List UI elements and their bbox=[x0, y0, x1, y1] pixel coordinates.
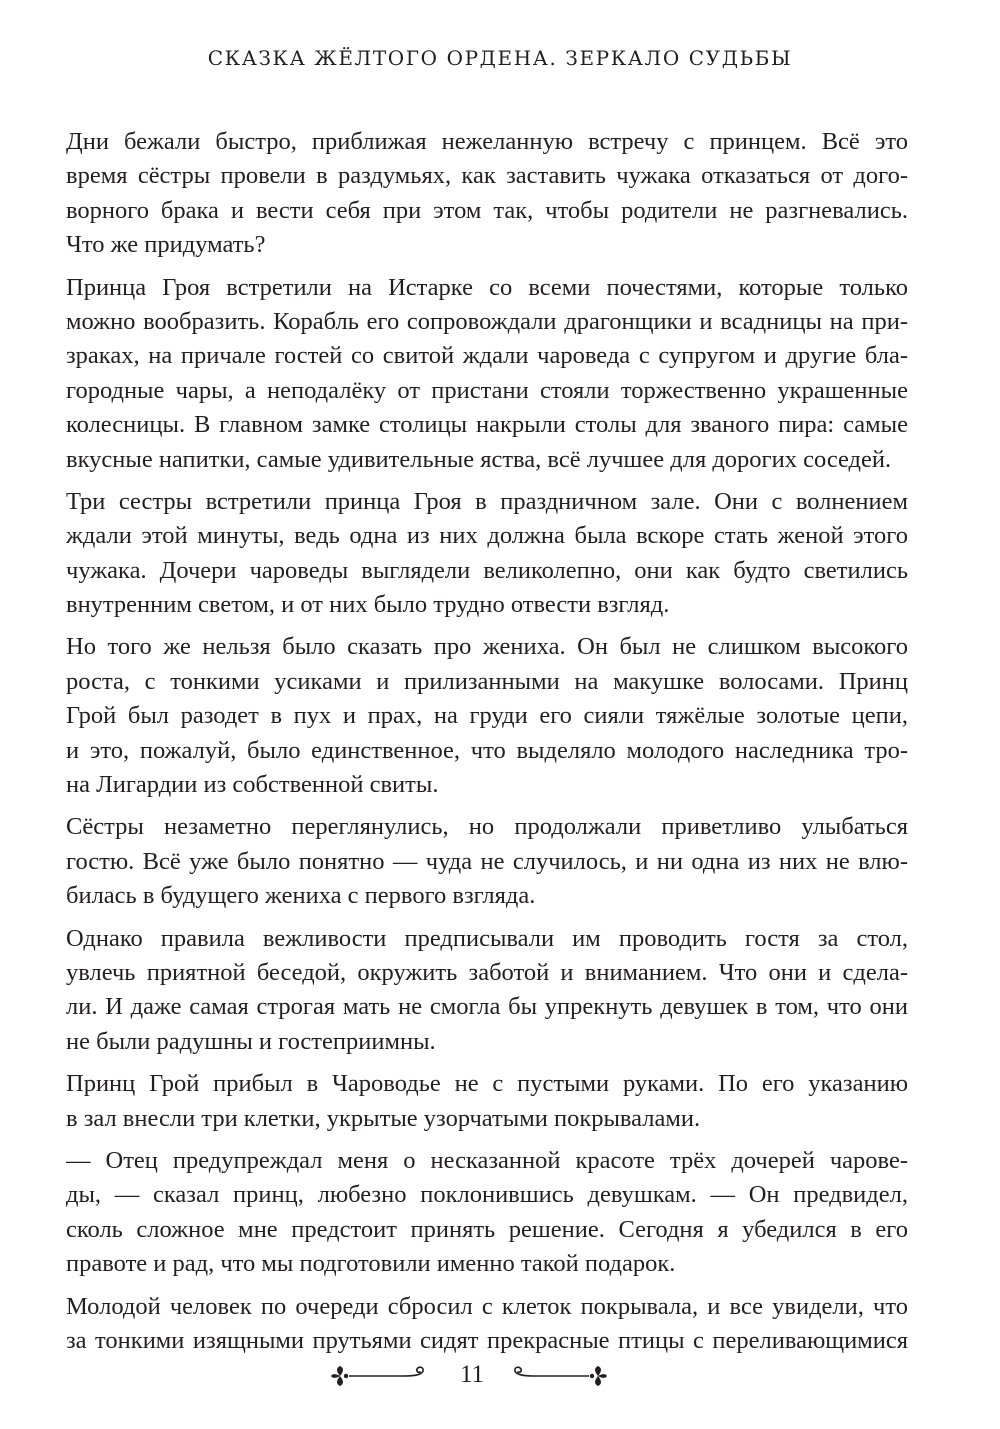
flourish-ornament-icon bbox=[330, 1362, 430, 1390]
text-line: в зал внесли три клетки, укрытые узорчатыми покрывалами. bbox=[66, 1104, 701, 1132]
text-line: ды, — сказал принц, любезно поклонившись девушкам. — Он предвидел, bbox=[66, 1181, 908, 1209]
text-line: Сёстры незаметно переглянулись, но продолжали приветливо улыбаться bbox=[66, 813, 908, 841]
paragraph bbox=[66, 1144, 908, 1282]
paragraph bbox=[66, 922, 908, 1060]
text-line: Однако правила вежливости предписывали им проводить гостя за стол, bbox=[66, 924, 908, 952]
text-line: Принца Гроя встретили на Истарке со всеми почестями, которые только bbox=[66, 273, 908, 301]
paragraph bbox=[66, 810, 908, 913]
page-footer bbox=[0, 1358, 1000, 1398]
text-line: за тонкими изящными прутьями сидят прекрасные птицы с переливающимися bbox=[66, 1326, 908, 1354]
text-line: не были радушны и гостеприимны. bbox=[66, 1027, 436, 1055]
text-line: ли. И даже самая строгая мать не смогла бы упрекнуть девушек в том, что они bbox=[66, 993, 908, 1021]
text-line: — Отец предупреждал меня о несказанной красоте трёх дочерей чарове- bbox=[66, 1146, 908, 1174]
text-line: ждали этой минуты, ведь одна из них должна была вскоре стать женой этого bbox=[66, 522, 908, 550]
running-header-title: СКАЗКА ЖЁЛТОГО ОРДЕНА. ЗЕРКАЛО СУДЬБЫ bbox=[207, 46, 793, 70]
paragraph bbox=[66, 271, 908, 477]
text-line: Грой был разодет в пух и прах, на груди его сияли тяжёлые золотые цепи, bbox=[66, 702, 908, 730]
text-line: на Лигардии из собственной свиты. bbox=[66, 771, 439, 799]
text-line: гостю. Всё уже было понятно — чуда не случилось, и ни одна из них не влю- bbox=[66, 847, 908, 875]
flourish-ornament-icon bbox=[508, 1362, 608, 1390]
text-body bbox=[66, 125, 908, 1366]
text-line: колесницы. В главном замке столицы накрыли столы для званого пира: самые bbox=[66, 411, 908, 439]
paragraph bbox=[66, 1290, 908, 1359]
text-line: городные чары, а неподалёку от пристани стояли торжественно украшенные bbox=[66, 376, 908, 404]
page-number: 11 bbox=[459, 1361, 485, 1388]
text-line: билась в будущего жениха с первого взгляда. bbox=[66, 882, 536, 910]
paragraph bbox=[66, 630, 908, 802]
text-line: роста, с тонкими усиками и прилизанными на макушке волосами. Принц bbox=[66, 667, 908, 695]
text-line: внутренним светом, и от них было трудно отвести взгляд. bbox=[66, 591, 670, 619]
text-line: можно вообразить. Корабль его сопровождали драгонщики и всадницы на при- bbox=[66, 307, 908, 335]
paragraph bbox=[66, 485, 908, 623]
text-line: сколь сложное мне предстоит принять решение. Сегодня я убедился в его bbox=[66, 1215, 908, 1243]
text-line: Дни бежали быстро, приближая нежеланную встречу с принцем. Всё это bbox=[66, 128, 908, 155]
text-line: увлечь приятной беседой, окружить заботой и вниманием. Что они и сдела- bbox=[66, 958, 908, 986]
text-line: Три сестры встретили принца Гроя в праздничном зале. Они с волнением bbox=[66, 487, 908, 515]
text-line: Молодой человек по очереди сбросил с клеток покрывала, и все увидели, что bbox=[66, 1292, 908, 1320]
text-line: вкусные напитки, самые удивительные яства, всё лучшее для дорогих соседей. bbox=[66, 445, 892, 473]
text-line: зраках, на причале гостей со свитой ждали чароведа с супругом и другие бла- bbox=[66, 342, 908, 370]
paragraph bbox=[66, 125, 908, 263]
text-line: правоте и рад, что мы подготовили именно такой подарок. bbox=[66, 1250, 676, 1278]
text-line: и это, пожалуй, было единственное, что выделяло молодого наследника тро- bbox=[66, 736, 908, 764]
text-line: Принц Грой прибыл в Чароводье не с пустыми руками. По его указанию bbox=[66, 1070, 908, 1098]
paragraph bbox=[66, 1067, 908, 1136]
text-line: Что же придумать? bbox=[66, 231, 266, 259]
text-line: Но того же нельзя было сказать про жениха. Он был не слишком высокого bbox=[66, 633, 908, 661]
text-line: время сёстры провели в раздумьях, как заставить чужака отказаться от дого- bbox=[66, 162, 908, 190]
text-line: чужака. Дочери чароведы выглядели великолепно, они как будто светились bbox=[66, 556, 908, 584]
text-line: ворного брака и вести себя при этом так, чтобы родители не разгневались. bbox=[66, 196, 908, 224]
